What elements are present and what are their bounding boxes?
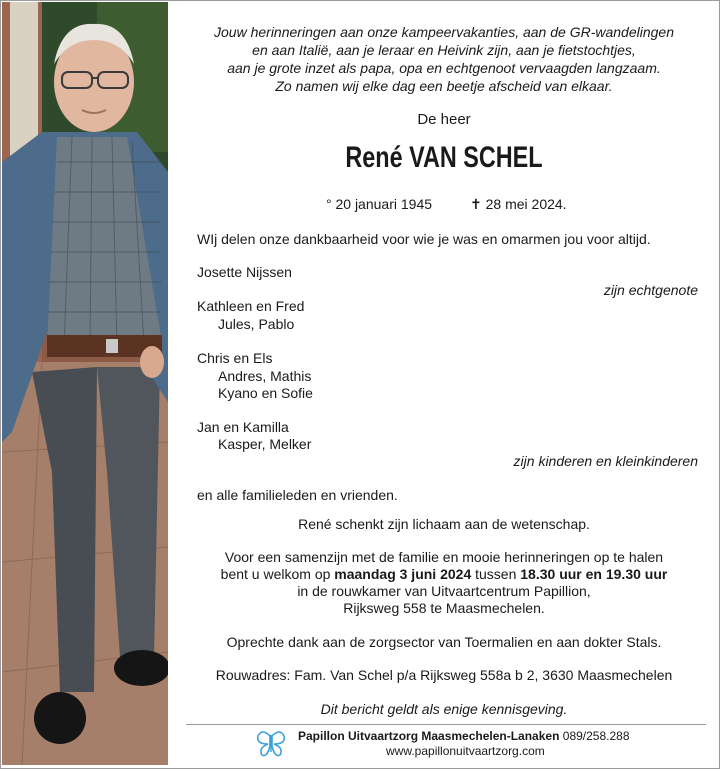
science-line: René schenkt zijn lichaam aan de wetenschap. — [298, 516, 590, 532]
obituary-content — [168, 0, 720, 769]
child1-parents: Kathleen en Fred — [197, 298, 305, 314]
salutation: De heer — [417, 111, 471, 128]
gathering-line-1: Voor een samenzijn met de familie en mooie herinneringen op te halen — [224, 549, 664, 565]
gathering-line-4: Rijksweg 558 te Maasmechelen. — [343, 600, 545, 616]
butterfly-logo-icon — [256, 730, 286, 758]
child2-parents: Chris en Els — [197, 350, 273, 366]
portrait-illustration — [2, 2, 168, 765]
poem-line-1: Jouw herinneringen aan onze kampeervakanties, aan de GR-wandelingen — [214, 24, 674, 40]
footer-divider — [186, 724, 706, 725]
poem-line-2: en aan Italië, aan je leraar en Heivink zijn, aan je fietstochtjes, — [252, 42, 636, 58]
spouse-role: zijn echtgenote — [603, 282, 698, 298]
funeral-home-website: www.papillonuitvaartzorg.com — [386, 744, 545, 758]
child2-kids-1: Andres, Mathis — [218, 368, 312, 384]
gathering-intro: bent u welkom op — [220, 566, 335, 582]
mourning-address: Rouwadres: Fam. Van Schel p/a Rijksweg 558a b 2, 3630 Maasmechelen — [215, 667, 673, 683]
birth-date: ° 20 januari 1945 — [326, 196, 433, 212]
gathering-time: 18.30 uur en 19.30 uur — [520, 566, 668, 582]
death-date: ✝ 28 mei 2024. — [470, 196, 567, 212]
child3-kids: Kasper, Melker — [218, 436, 312, 452]
poem-line-4: Zo namen wij elke dag een beetje afscheid van elkaar. — [275, 78, 613, 94]
funeral-home-phone: 089/258.288 — [562, 729, 630, 743]
spouse-name: Josette Nijssen — [197, 264, 292, 280]
notice-line: Dit bericht geldt als enige kennisgeving. — [320, 701, 568, 717]
child1-kids: Jules, Pablo — [218, 316, 295, 332]
child3-parents: Jan en Kamilla — [197, 419, 289, 435]
funeral-home-name: Papillon Uitvaartzorg Maasmechelen-Lanaken — [298, 729, 560, 743]
funeral-home — [298, 729, 630, 744]
gathering-date: maandag 3 juni 2024 — [334, 566, 472, 582]
gratitude-line: WIj delen onze dankbaarheid voor wie je was en omarmen jou voor altijd. — [197, 231, 651, 247]
children-role: zijn kinderen en kleinkinderen — [513, 453, 698, 469]
gathering-between: tussen — [471, 566, 521, 582]
thanks-line: Oprechte dank aan de zorgsector van Toermalien en aan dokter Stals. — [226, 634, 662, 650]
deceased-name: René VAN SCHEL — [345, 141, 543, 174]
gathering-line-2 — [168, 566, 720, 583]
portrait-photo — [2, 2, 168, 765]
other-family: en alle familieleden en vrienden. — [197, 487, 398, 503]
poem-line-3: aan je grote inzet als papa, opa en echtgenoot vervaagden langzaam. — [227, 60, 661, 76]
gathering-line-3: in de rouwkamer van Uitvaartcentrum Papillion, — [297, 583, 591, 599]
child2-kids-2: Kyano en Sofie — [218, 385, 313, 401]
